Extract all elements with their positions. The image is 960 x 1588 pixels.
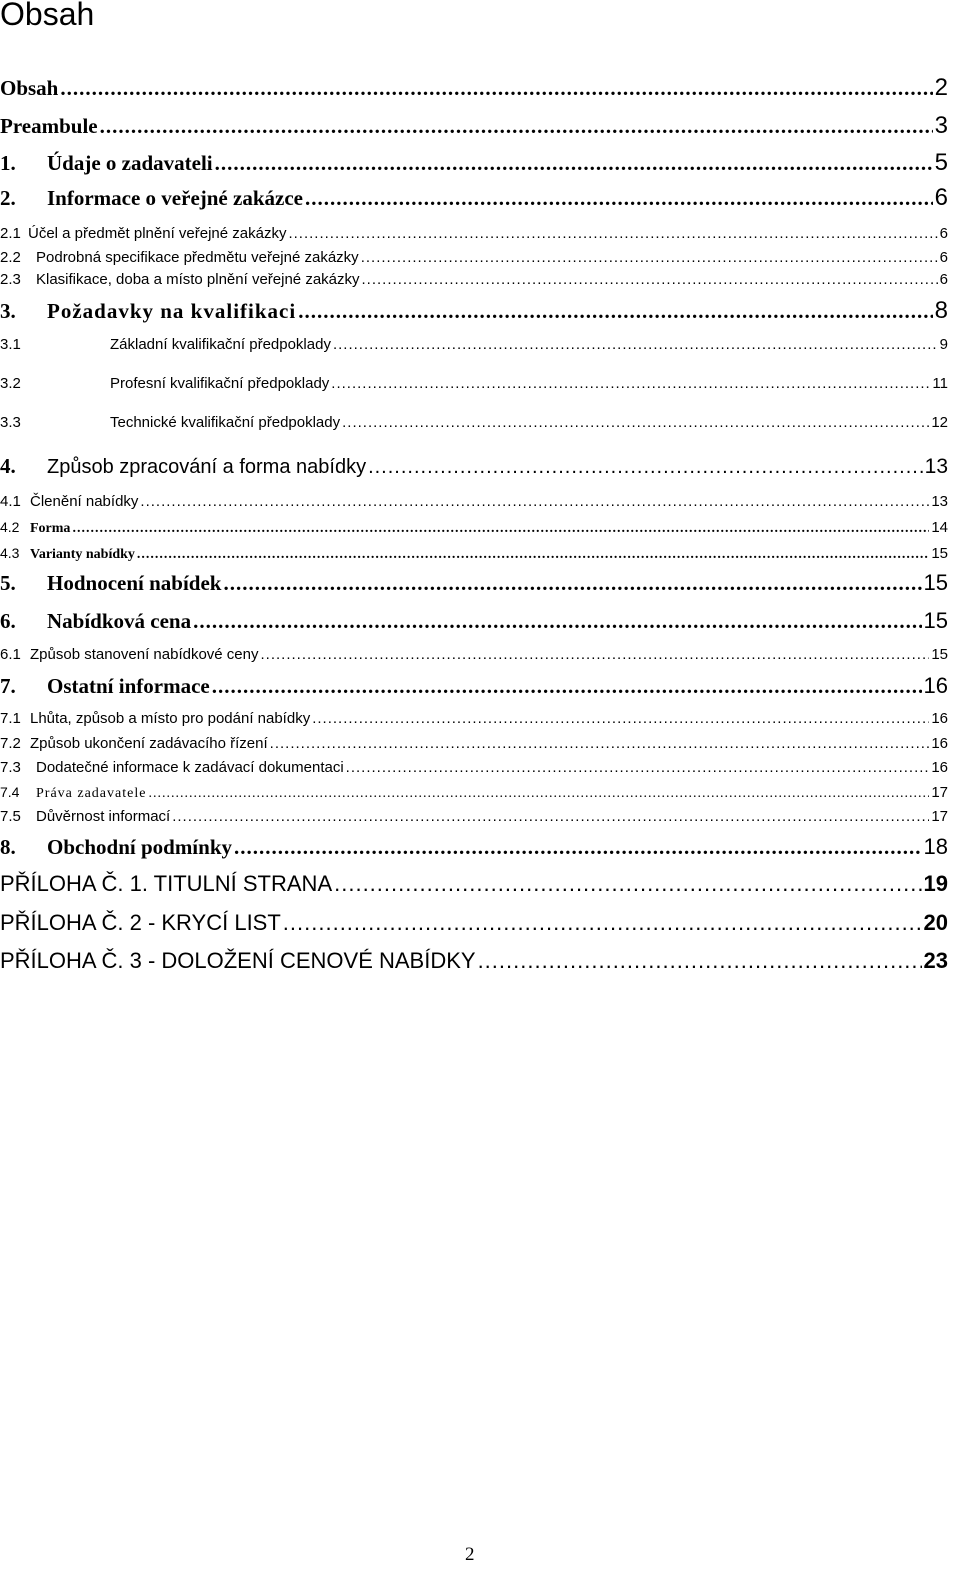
toc-entry-page: 16 <box>931 759 948 776</box>
dot-leader <box>193 609 921 634</box>
toc-entry-number: 7.2 <box>0 735 21 752</box>
toc-entry-label: Forma <box>30 521 71 536</box>
toc-entry-5[interactable] <box>0 570 948 596</box>
toc-entry-2[interactable] <box>0 184 948 212</box>
toc-entry-page: 6 <box>934 184 948 211</box>
toc-entry-label: Důvěrnost informací <box>36 808 171 825</box>
dot-leader <box>283 910 922 936</box>
toc-entry-label: Způsob stanovení nabídkové ceny <box>30 646 259 663</box>
toc-entry-6-1[interactable] <box>0 646 948 663</box>
toc-entry-7-5[interactable] <box>0 808 948 825</box>
toc-entry-8[interactable] <box>0 834 948 860</box>
toc-entry-number: 6.1 <box>0 646 21 663</box>
toc-entry-number: 4.3 <box>0 545 20 561</box>
toc-entry-page: 18 <box>923 834 948 859</box>
dot-leader <box>478 948 922 974</box>
toc-entry-page: 16 <box>931 735 948 752</box>
toc-entry-label: Preambule <box>0 114 98 138</box>
toc-entry-label: Údaje o zadavateli <box>47 151 213 175</box>
toc-entry-page: 14 <box>931 519 948 536</box>
toc-entry-page: 8 <box>934 297 948 324</box>
toc-entry-page: 6 <box>939 271 948 288</box>
toc-entry-page: 13 <box>924 455 948 478</box>
toc-entry-label: Informace o veřejné zakázce <box>47 186 303 210</box>
toc-entry-number: 7. <box>0 674 16 698</box>
dot-leader <box>346 759 930 776</box>
toc-entry-7-3[interactable] <box>0 759 948 776</box>
dot-leader <box>362 271 938 288</box>
toc-entry-page: 9 <box>939 336 948 353</box>
toc-entry-page: 19 <box>923 871 948 896</box>
toc-entry-label: Členění nabídky <box>30 493 139 510</box>
toc-entry-page: 6 <box>939 225 948 242</box>
toc-entry-label: PŘÍLOHA Č. 1. TITULNÍ STRANA <box>0 871 333 896</box>
toc-entry-7[interactable] <box>0 673 948 699</box>
toc-entry-1[interactable] <box>0 149 948 177</box>
toc-entry-number: 7.5 <box>0 808 21 825</box>
toc-entry-page: 3 <box>934 112 948 139</box>
toc-entry-7-4[interactable] <box>0 784 948 802</box>
toc-entry-number: 4.2 <box>0 519 20 535</box>
toc-entry-label: Profesní kvalifikační předpoklady <box>110 375 330 392</box>
toc-entry-label: Způsob ukončení zadávacího řízení <box>30 735 268 752</box>
dot-leader <box>261 646 930 663</box>
dot-leader <box>100 114 933 139</box>
toc-entry-2-1[interactable] <box>0 225 948 242</box>
toc-entry-3-1[interactable] <box>0 336 948 353</box>
toc-entry-page: 13 <box>931 493 948 510</box>
toc-entry-label: Základní kvalifikační předpoklady <box>110 336 331 353</box>
dot-leader <box>334 871 921 897</box>
toc-entry-page: 15 <box>931 646 948 663</box>
toc-entry-number: 7.3 <box>0 759 21 776</box>
toc-entry-7-1[interactable] <box>0 710 948 727</box>
toc-entry-page: 15 <box>923 570 948 595</box>
dot-leader <box>215 151 933 176</box>
toc-entry-number: 4. <box>0 454 16 478</box>
toc-entry-page: 16 <box>931 710 948 727</box>
toc-entry-label: Práva zadavatele <box>36 786 147 801</box>
toc-entry-label: PŘÍLOHA Č. 2 - KRYCÍ LIST <box>0 910 281 935</box>
toc-entry-4-3[interactable] <box>0 545 948 563</box>
toc-entry-number: 5. <box>0 571 16 595</box>
toc-entry-label: Obchodní podmínky <box>47 835 233 859</box>
toc-entry-label: Způsob zpracování a forma nabídky <box>47 456 367 478</box>
dot-leader <box>137 547 929 563</box>
toc-entry-6[interactable] <box>0 608 948 634</box>
toc-entry-7-2[interactable] <box>0 735 948 752</box>
toc-entry-page: 16 <box>923 673 948 698</box>
toc-entry-label: Klasifikace, doba a místo plnění veřejné zakázky <box>36 271 360 288</box>
toc-entry-number: 2. <box>0 186 16 210</box>
toc-entry-number: 8. <box>0 835 16 859</box>
toc-entry-page: 6 <box>939 249 948 266</box>
page-title: Obsah <box>0 0 95 32</box>
toc-entry-label: Obsah <box>0 76 59 100</box>
dot-leader <box>333 336 938 353</box>
toc-entry-2-3[interactable] <box>0 271 948 288</box>
dot-leader <box>368 456 923 479</box>
toc-entry-page: 12 <box>931 414 948 431</box>
toc-entry-page: 20 <box>923 910 948 935</box>
toc-entry-label: Lhůta, způsob a místo pro podání nabídky <box>30 710 311 727</box>
toc-entry-4-2[interactable] <box>0 519 948 537</box>
toc-entry-priloha-3[interactable] <box>0 948 948 974</box>
toc-entry-label: Účel a předmět plnění veřejné zakázky <box>28 225 287 242</box>
toc-entry-number: 3.2 <box>0 375 21 392</box>
page-number: 2 <box>465 1544 475 1565</box>
dot-leader <box>305 186 933 211</box>
dot-leader <box>60 76 932 101</box>
toc-entry-label: Varianty nabídky <box>30 547 135 562</box>
toc-entry-label: Technické kvalifikační předpoklady <box>110 414 341 431</box>
toc-entry-number: 6. <box>0 609 16 633</box>
toc-entry-page: 5 <box>934 149 948 176</box>
dot-leader <box>331 375 930 392</box>
toc-entry-2-2[interactable] <box>0 249 948 266</box>
toc-entry-4[interactable] <box>0 454 948 479</box>
toc-entry-number: 2.2 <box>0 249 21 266</box>
dot-leader <box>72 521 929 537</box>
dot-leader <box>298 299 932 324</box>
dot-leader <box>148 786 929 802</box>
toc-entry-4-1[interactable] <box>0 493 948 510</box>
toc-entry-3-3[interactable] <box>0 414 948 431</box>
toc-entry-label: Dodatečné informace k zadávací dokumentaci <box>36 759 344 776</box>
toc-entry-label: Požadavky na kvalifikaci <box>47 299 297 323</box>
dot-leader <box>223 571 921 596</box>
dot-leader <box>234 835 922 860</box>
toc-entry-number: 7.1 <box>0 710 21 727</box>
toc-entry-number: 3.1 <box>0 336 21 353</box>
toc-entry-number: 3.3 <box>0 414 21 431</box>
dot-leader <box>212 674 922 699</box>
dot-leader <box>312 710 929 727</box>
toc-entry-number: 2.1 <box>0 225 21 242</box>
toc-entry-priloha-1[interactable] <box>0 871 948 897</box>
toc-entry-number: 2.3 <box>0 271 21 288</box>
toc-entry-label: Hodnocení nabídek <box>47 571 222 595</box>
dot-leader <box>270 735 930 752</box>
toc-entry-label: PŘÍLOHA Č. 3 - DOLOŽENÍ CENOVÉ NABÍDKY <box>0 948 476 973</box>
toc-entry-page: 17 <box>931 808 948 825</box>
toc-entry-label: Podrobná specifikace předmětu veřejné zakázky <box>36 249 359 266</box>
toc-entry-label: Ostatní informace <box>47 674 210 698</box>
toc-entry-obsah[interactable] <box>0 74 948 102</box>
toc-entry-priloha-2[interactable] <box>0 910 948 936</box>
toc-entry-number: 1. <box>0 151 16 175</box>
dot-leader <box>288 225 937 242</box>
toc-entry-page: 2 <box>934 74 948 101</box>
toc-entry-3[interactable] <box>0 297 948 325</box>
toc-entry-number: 3. <box>0 299 16 323</box>
toc-entry-page: 15 <box>931 545 948 562</box>
dot-leader <box>342 414 929 431</box>
dot-leader <box>140 493 929 510</box>
dot-leader <box>172 808 929 825</box>
dot-leader <box>361 249 938 266</box>
toc-entry-number: 4.1 <box>0 493 21 510</box>
toc-entry-page: 15 <box>923 608 948 633</box>
toc-entry-number: 7.4 <box>0 784 20 800</box>
toc-entry-page: 11 <box>932 375 948 392</box>
toc-entry-3-2[interactable] <box>0 375 948 392</box>
toc-entry-page: 23 <box>923 948 948 973</box>
toc-entry-preambule[interactable] <box>0 112 948 140</box>
toc-entry-page: 17 <box>931 784 948 801</box>
toc-entry-label: Nabídková cena <box>47 609 192 633</box>
